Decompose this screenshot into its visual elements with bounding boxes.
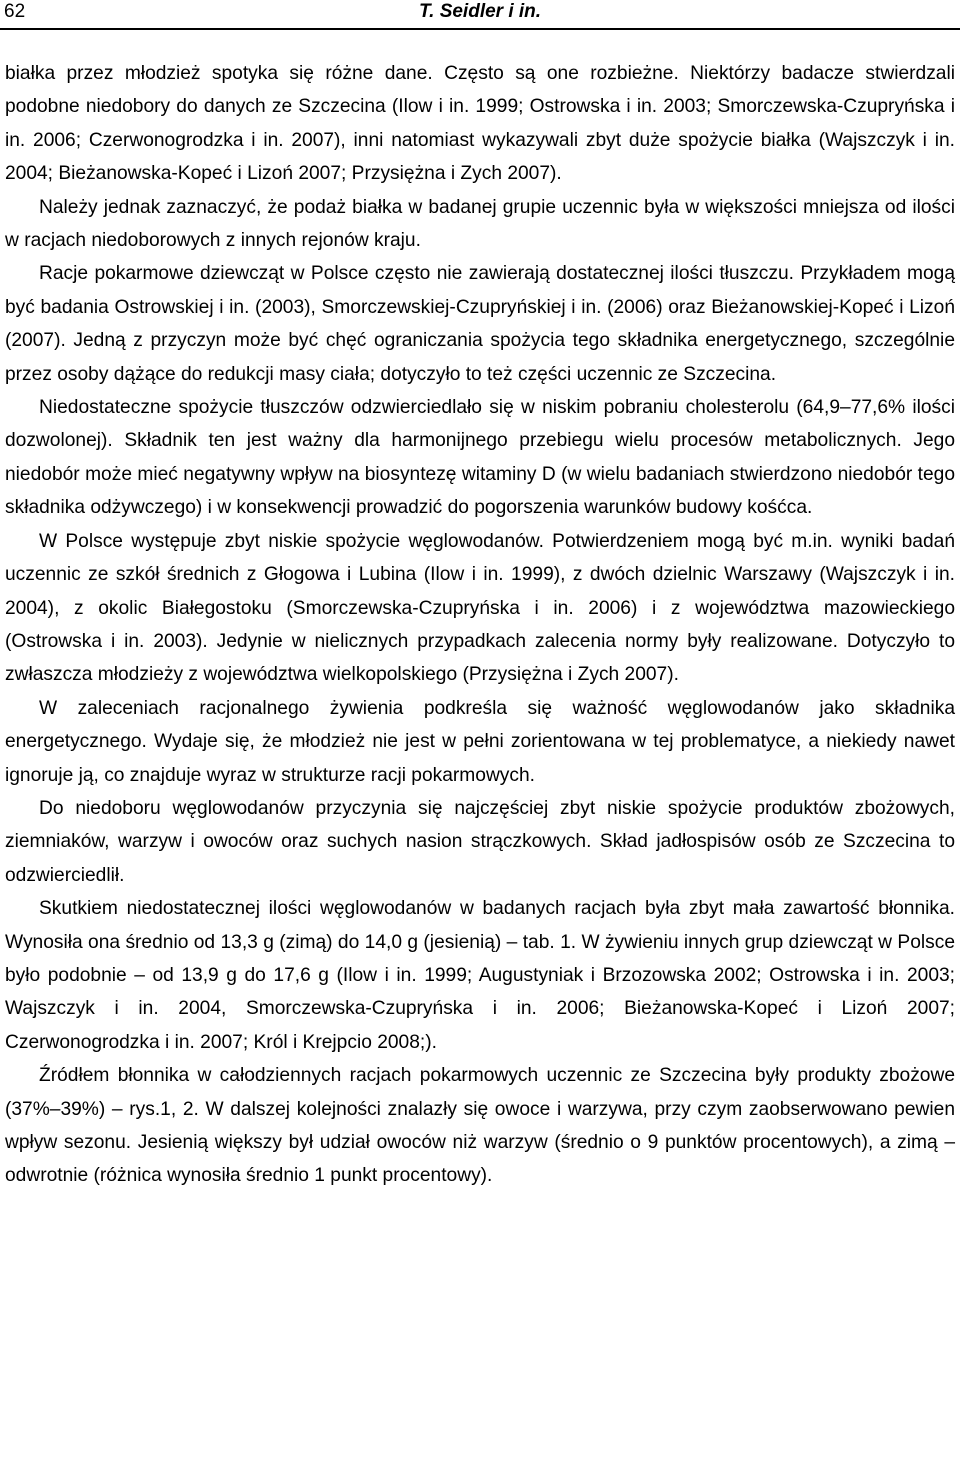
paragraph-carbohydrate-deficiency: Do niedoboru węglowodanów przyczynia się najczęściej zbyt niskie spożycie produktów zbożowych, ziemniaków, warzyw i owoców oraz suchych nasion strączkowych. Skład jadłospisów osób ze Szczecina to odzwierciedlił. <box>5 797 955 886</box>
paragraph-cholesterol: Niedostateczne spożycie tłuszczów odzwierciedlało się w niskim pobraniu cholesterolu (64,9–77,6% ilości dozwolonej). Składnik ten jest ważny dla harmonijnego przebiegu wielu procesów metabolicznych. Jego niedobór może mieć negatywny wpływ na biosyntezę witaminy D (w wielu badaniach stwierdzono niedobór tego składnika odżywczego) i w konsekwencji prowadzić do pogorszenia warunków budowy kośćca. <box>5 397 955 519</box>
paragraph-nutrition-recommendations: W zaleceniach racjonalnego żywienia podkreśla się ważność węglowodanów jako składnika energetycznego. Wydaje się, że młodzież nie jest w pełni zorientowana w tej problematyce, a niekiedy nawet ignoruje ją, co znajduje wyraz w strukturze racji pokarmowych. <box>5 697 955 786</box>
paragraph-fat-intake: Racje pokarmowe dziewcząt w Polsce często nie zawierają dostatecznej ilości tłuszczu. Przykładem mogą być badania Ostrowskiej i in. (2003), Smorczewskiej-Czupryńskiej i in. (2006) oraz Bieżanowskiej-Kopeć i Lizoń (2007). Jedną z przyczyn może być chęć ograniczania spożycia tego składnika energetycznego, szczególnie przez osoby dążące do redukcji masy ciała; dotyczyło to też części uczennic ze Szczecina. <box>5 263 955 385</box>
page-number: 62 <box>4 1 26 22</box>
page-header <box>0 0 960 44</box>
paragraph-protein-supply: Należy jednak zaznaczyć, że podaż białka w badanej grupie uczennic była w większości mniejsza od ilości w racjach niedoborowych z innych rejonów kraju. <box>5 196 955 252</box>
running-title: T. Seidler i in. <box>418 1 542 22</box>
header-rule <box>0 28 960 30</box>
paragraph-fiber-content: Skutkiem niedostatecznej ilości węglowodanów w badanych racjach była zbyt mała zawartość błonnika. Wynosiła ona średnio od 13,3 g (zimą) do 14,0 g (jesienią) – tab. 1. W żywieniu innych grup dziewcząt w Polsce było podobnie – od 13,9 g do 17,6 g (Ilow i in. 1999; Augustyniak i Brzozowska 2002; Ostrowska i in. 2003; Wajszczyk i in. 2004, Smorczewska-Czupryńska i in. 2006; Bieżanowska-Kopeć i Lizoń 2007; Czerwonogrodzka i in. 2007; Król i Krejpcio 2008;). <box>5 898 955 1053</box>
paragraph-protein-data: białka przez młodzież spotyka się różne dane. Często są one rozbieżne. Niektórzy badacze stwierdzali podobne niedobory do danych ze Szczecina (Ilow i in. 1999; Ostrowska i in. 2003; Smorczewska-Czupryńska i in. 2006; Czerwonogrodzka i in. 2007), inni natomiast wykazywali zbyt duże spożycie białka (Wajszczyk i in. 2004; Bieżanowska-Kopeć i Lizoń 2007; Przysiężna i Zych 2007). <box>5 63 955 185</box>
paragraph-fiber-sources: Źródłem błonnika w całodziennych racjach pokarmowych uczennic ze Szczecina były produkty zbożowe (37%–39%) – rys.1, 2. W dalszej kolejności znalazły się owoce i warzywa, przy czym zaobserwowano pewien wpływ sezonu. Jesienią większy był udział owoców niż warzyw (średnio o 9 punktów procentowych), a zimą – odwrotnie (różnica wynosiła średnio 1 punkt procentowy). <box>5 1065 955 1187</box>
paragraph-carbohydrates: W Polsce występuje zbyt niskie spożycie węglowodanów. Potwierdzeniem mogą być m.in. wyniki badań uczennic ze szkół średnich z Głogowa i Lubina (Ilow i in. 1999), z dwóch dzielnic Warszawy (Wajszczyk i in. 2004), z okolic Białegostoku (Smorczewska-Czupryńska i in. 2006) i z województwa mazowieckiego (Ostrowska i in. 2003). Jedynie w nielicznych przypadkach zalecenia normy były realizowane. Dotyczyło to zwłaszcza młodzieży z województwa wielkopolskiego (Przysiężna i Zych 2007). <box>5 530 955 686</box>
page-body <box>5 57 955 1193</box>
